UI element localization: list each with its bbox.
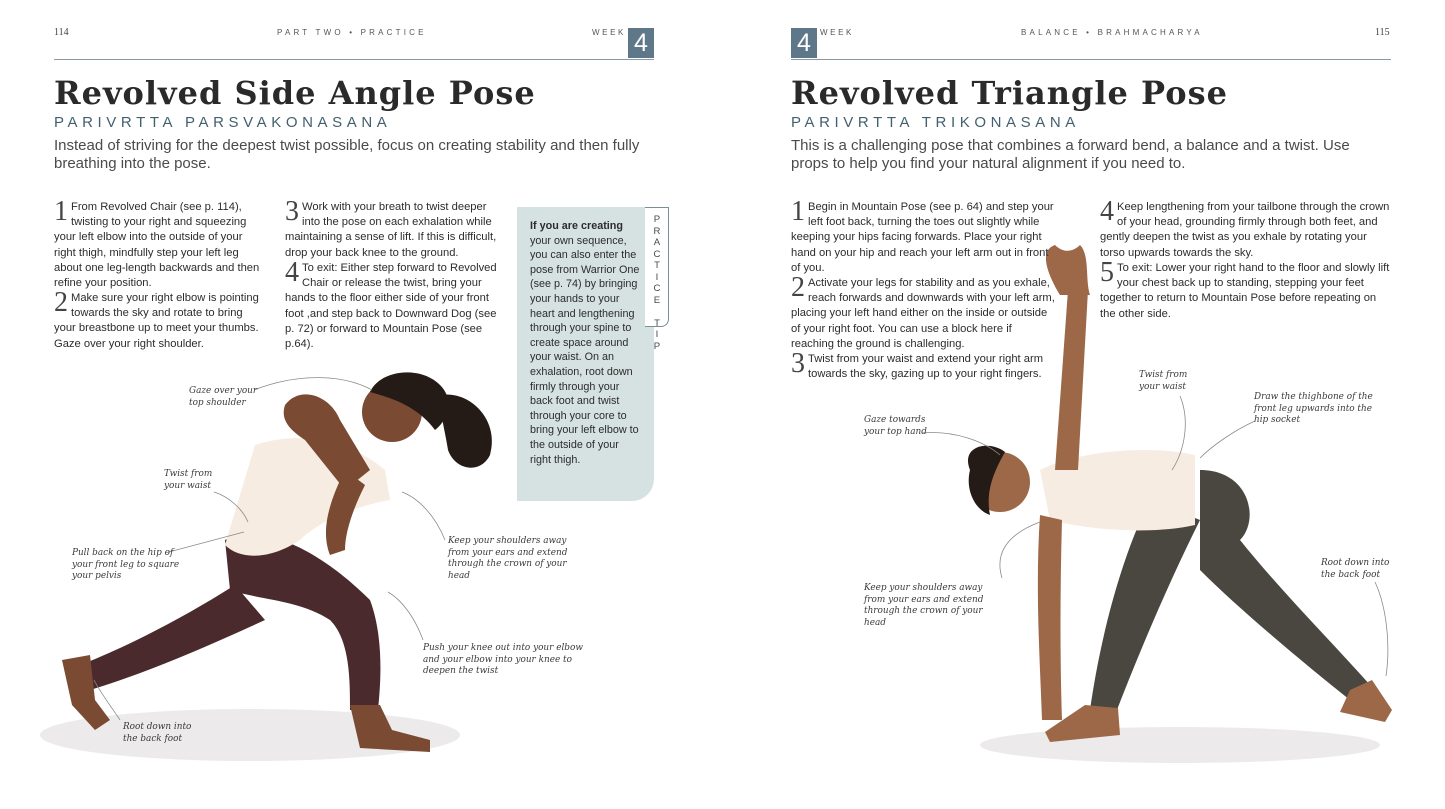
leader-line [254,378,372,390]
step-number: 2 [791,272,805,303]
step-number: 1 [791,196,805,227]
step-text: To exit: Either step forward to Revolved Chair or release the twist, bring your hands to the floor either side of your front foot ,and step back to Downward Dog (see p. 72) or forward to Mountain Pose (see p.64). [285,262,497,351]
step-number: 2 [54,287,68,318]
week-label-left: WEEK [592,28,626,37]
week-label-right: WEEK [820,28,854,37]
ponytail [440,394,492,467]
annotation-shoulders-left: Keep your shoulders away from your ears and extend through the crown of your head [448,536,568,581]
step-number: 5 [1100,257,1114,288]
annotation-shoulders-right: Keep your shoulders away from your ears and extend through the crown of your head [864,583,984,628]
intro-text-left: Instead of striving for the deepest twist possible, focus on creating stability and then fully breathing into the pose. [54,137,640,172]
leader-line [1200,421,1255,458]
step-number: 4 [1100,196,1114,227]
practice-tip-lead: If you are creating [530,220,624,232]
back-leg [80,585,265,690]
annotation-root-left: Root down into the back foot [123,722,192,744]
annotation-thigh-right: Draw the thighbone of the front leg upwards into the hip socket [1254,392,1373,426]
annotation-gaze-left: Gaze over your top shoulder [189,386,258,408]
annotation-pull-left: Pull back on the hip of your front leg to square your pelvis [72,548,180,582]
running-head-left: PART TWO • PRACTICE [277,28,427,37]
floor-shadow [980,727,1380,763]
sanskrit-name-right: PARIVRTTA TRIKONASANA [791,114,1080,131]
step-number: 4 [285,257,299,288]
back-leg [1200,470,1370,700]
practice-tip-label: P R A C T I C E T I P [653,214,661,352]
intro-text-right: This is a challenging pose that combines a forward bend, a balance and a twist. Use props to help you find your natural alignment if you need to. [791,137,1350,172]
page-number-left: 114 [54,27,69,38]
step-number: 3 [791,348,805,379]
leader-line [1375,582,1388,676]
torso-top [225,438,390,556]
annotation-twist-left: Twist from your waist [164,469,213,491]
step-3-right [791,348,1056,382]
bottom-arm [1038,515,1062,720]
step-text: From Revolved Chair (see p. 114), twisting to your right and squeezing your left elbow into the outside of your right thigh, mindfully step your left leg about one leg-length backwards and then refine your position. [54,201,260,290]
step-text: Make sure your right elbow is pointing towards the sky and rotate to bring your breastbone up to meet your thumbs. Gaze over your right shoulder. [54,292,259,350]
step-text: Activate your legs for stability and as you exhale, reach forwards and downwards with your left arm, placing your left hand either on the inside or outside of your right foot. You can use a block here if reaching the ground is challenging. [791,277,1055,350]
week-number-box-left: 4 [628,28,654,58]
step-2-right [791,272,1056,352]
step-text: To exit: Lower your right hand to the floor and slowly lift your chest back up to standing, stepping your feet together to return to Mountain Pose before repeating on the other side. [1100,262,1390,320]
step-number: 1 [54,196,68,227]
step-text: Work with your breath to twist deeper into the pose on each exhalation while maintaining a sense of lift. If this is difficult, drop your back knee to the ground. [285,201,497,259]
step-1-right [791,196,1056,276]
practice-tip-body: your own sequence, you can also enter the pose from Warrior One (see p. 74) by bringing your hands to your heart and lengthening through your spine to create space around your waist. On an exhalation, root down firmly through your back foot and twist through your core to bring your left elbow to the outside of your right thigh. [530,234,640,466]
front-leg [1090,500,1200,715]
sanskrit-name-left: PARIVRTTA PARSVAKONASANA [54,114,392,131]
page-number-right: 115 [1375,27,1390,38]
step-4-right [1100,196,1390,261]
page-title-right: Revolved Triangle Pose [791,74,1228,112]
annotation-push-left: Push your knee out into your elbow and your elbow into your knee to deepen the twist [423,643,583,677]
page-title-left: Revolved Side Angle Pose [54,74,536,112]
step-number: 3 [285,196,299,227]
leader-line [402,492,445,540]
step-text: Begin in Mountain Pose (see p. 64) and step your left foot back, turning the toes out slightly while keeping your hips facing forwards. Place your right hand on your hip and reach your left arm out in front of you. [791,201,1054,274]
top-arm [1055,290,1088,470]
step-5-right [1100,257,1390,322]
leader-line [1000,522,1040,578]
annotation-twist-right: Twist from your waist [1139,370,1188,392]
annotation-root-right: Root down into the back foot [1321,558,1390,580]
header-rule-right [791,59,1391,60]
annotation-gaze-right: Gaze towards your top hand [864,415,927,437]
week-number-box-right: 4 [791,28,817,58]
leader-line [388,592,423,640]
step-text: Keep lengthening from your tailbone through the crown of your head, grounding firmly through both feet, and gently deepen the twist as you exhale by rotating your torso upwards towards the sky. [1100,201,1390,259]
step-text: Twist from your waist and extend your right arm towards the sky, gazing up to your right fingers. [808,353,1044,381]
running-head-right: BALANCE • BRAHMACHARYA [1021,28,1203,37]
